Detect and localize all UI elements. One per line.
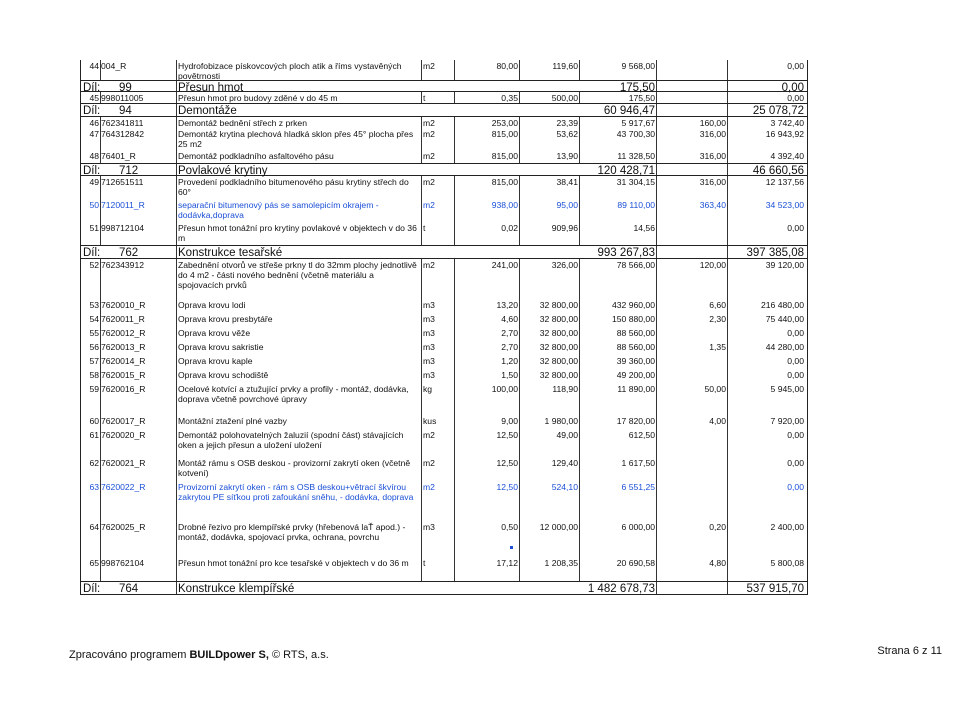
item-extra: 316,00: [699, 177, 726, 187]
item-final-total: 7 920,00: [770, 416, 804, 426]
item-quantity: 2,70: [501, 328, 518, 338]
section-row: [80, 80, 808, 92]
section-final-total: 0,00: [781, 82, 804, 94]
row-number: 56: [89, 342, 99, 352]
item-code: 998011005: [101, 93, 144, 103]
item-final-total: 0,00: [787, 223, 804, 233]
item-code: 7620025_R: [101, 522, 146, 532]
item-final-total: 4 392,40: [770, 151, 804, 161]
row-number: 53: [89, 300, 99, 310]
item-description: Drobné řezivo pro klempířské prvky (hřebenová laŤ apod.) - montáž, dodávka, spojovací prvka, ochrana, povrchu: [178, 522, 406, 543]
section-final-total: 25 078,72: [752, 105, 804, 117]
table-row: [80, 369, 808, 383]
item-unit: t: [423, 223, 426, 233]
item-unit: m2: [423, 430, 435, 440]
item-unit: m2: [423, 61, 435, 71]
item-quantity: 100,00: [491, 384, 518, 394]
section-total: 993 267,83: [597, 247, 655, 259]
item-unit: m2: [423, 118, 435, 128]
table-row: [80, 313, 808, 327]
row-number: 60: [89, 416, 99, 426]
item-final-total: 5 945,00: [770, 384, 804, 394]
section-label: Díl:: [83, 105, 101, 117]
section-row: [80, 245, 808, 259]
item-unit: m3: [423, 522, 435, 532]
table-row: [80, 327, 808, 341]
item-unit: m2: [423, 260, 435, 270]
item-total: 5 917,67: [621, 118, 655, 128]
item-description: Demontáž bednění střech z prken: [178, 118, 307, 128]
section-code: 712: [119, 165, 139, 177]
row-number: 54: [89, 314, 99, 324]
item-description: Demontáž podkladního asfaltového pásu: [178, 151, 334, 161]
item-unit: m3: [423, 300, 435, 310]
budget-table: [80, 60, 808, 595]
item-code: 7620020_R: [101, 430, 146, 440]
row-number: 49: [89, 177, 99, 187]
section-label: Díl:: [83, 247, 101, 259]
item-total: 43 700,30: [616, 129, 655, 139]
row-number: 47: [89, 129, 99, 139]
item-final-total: 3 742,40: [770, 118, 804, 128]
item-unit: m2: [423, 129, 435, 139]
item-total: 31 304,15: [616, 177, 655, 187]
item-quantity: 12,50: [496, 482, 518, 492]
item-final-total: 5 800,08: [770, 558, 804, 568]
item-final-total: 2 400,00: [770, 522, 804, 532]
section-row: [80, 581, 808, 595]
item-total: 11 328,50: [617, 151, 655, 161]
item-unit-price: 326,00: [551, 260, 578, 270]
item-unit-price: 23,39: [556, 118, 578, 128]
item-quantity: 815,00: [491, 177, 518, 187]
item-total: 89 110,00: [617, 200, 655, 210]
item-extra: 0,20: [709, 522, 726, 532]
item-final-total: 216 480,00: [760, 300, 804, 310]
row-number: 55: [89, 328, 99, 338]
item-unit: m3: [423, 370, 435, 380]
item-total: 6 000,00: [621, 522, 655, 532]
item-unit: kg: [423, 384, 433, 394]
footer-program: BUILDpower S,: [189, 649, 269, 661]
item-unit-price: 13,90: [556, 151, 578, 161]
item-unit-price: 119,60: [552, 61, 578, 71]
item-final-total: 0,00: [787, 328, 804, 338]
item-final-total: 34 523,00: [765, 200, 804, 210]
item-unit: m3: [423, 328, 435, 338]
item-unit: t: [423, 93, 426, 103]
item-extra: 363,40: [699, 200, 726, 210]
section-title: Přesun hmot: [178, 82, 244, 94]
item-quantity: 12,50: [496, 458, 518, 468]
section-total: 1 482 678,73: [587, 583, 655, 595]
section-title: Demontáže: [178, 105, 237, 117]
section-row: [80, 103, 808, 117]
item-description: Oprava krovu věže: [178, 328, 251, 338]
item-final-total: 0,00: [787, 61, 804, 71]
item-final-total: 0,00: [787, 430, 804, 440]
item-total: 1 617,50: [621, 458, 655, 468]
item-total: 88 560,00: [616, 328, 655, 338]
item-description: Oprava krovu sakristie: [178, 342, 264, 352]
table-row: [80, 341, 808, 355]
item-unit-price: 38,41: [556, 177, 578, 187]
item-final-total: 16 943,92: [765, 129, 804, 139]
footer-prefix: Zpracováno programem: [69, 649, 190, 661]
item-description: Zabednění otvorů ve střeše prkny tl do 32mm plochy jednotlivě do 4 m2 - části nového bednění (včetně materiálu a spojovacích prvků: [178, 260, 417, 291]
item-final-total: 0,00: [787, 93, 804, 103]
item-description: Přesun hmot tonážní pro kce tesařské v objektech v do 36 m: [178, 558, 409, 568]
item-unit: m2: [423, 151, 435, 161]
item-code: 7620016_R: [101, 384, 146, 394]
item-final-total: 0,00: [787, 356, 804, 366]
item-unit-price: 524,10: [551, 482, 578, 492]
item-description: Ocelové kotvící a ztužující prvky a profily - montáž, dodávka, doprava včetně povrchové úpravy: [178, 384, 409, 405]
item-extra: 160,00: [699, 118, 726, 128]
item-quantity: 253,00: [491, 118, 518, 128]
section-label: Díl:: [83, 82, 101, 94]
item-final-total: 0,00: [787, 482, 804, 492]
item-extra: 4,00: [709, 416, 726, 426]
section-title: Konstrukce klempířské: [178, 583, 295, 595]
row-number: 62: [89, 458, 99, 468]
item-unit: m3: [423, 356, 435, 366]
table-row: [80, 222, 808, 245]
item-quantity: 2,70: [501, 342, 518, 352]
item-unit: m2: [423, 482, 435, 492]
item-unit-price: 129,40: [551, 458, 578, 468]
item-extra: 2,30: [709, 314, 726, 324]
row-number: 52: [89, 260, 99, 270]
item-extra: 4,80: [709, 558, 726, 568]
item-description: Hydrofobizace pískovcových ploch atik a říms vystavěných povětrnosti: [178, 61, 402, 82]
item-description: Demontáž krytina plechová hladká sklon přes 45° plocha přes 25 m2: [178, 129, 414, 150]
item-unit: m2: [423, 458, 435, 468]
item-description: Demontáž polohovatelných žaluzií (spodní část) stávajících oken a jejich přesun a uložení uložení: [178, 430, 404, 451]
table-row: [80, 457, 808, 481]
item-quantity: 1,20: [501, 356, 518, 366]
item-quantity: 1,50: [501, 370, 518, 380]
item-total: 78 566,00: [616, 260, 655, 270]
item-unit: m2: [423, 177, 435, 187]
row-number: 63: [89, 482, 99, 492]
item-total: 150 880,00: [611, 314, 655, 324]
row-number: 50: [89, 200, 99, 210]
item-unit-price: 1 208,35: [544, 558, 578, 568]
item-quantity: 13,20: [496, 300, 518, 310]
row-number: 51: [89, 223, 99, 233]
item-description: Oprava krovu kaple: [178, 356, 253, 366]
item-final-total: 75 440,00: [765, 314, 804, 324]
table-row: [80, 415, 808, 429]
item-description: separační bitumenový pás se samolepicím okrajem - dodávka,doprava: [178, 200, 379, 221]
item-total: 9 568,00: [621, 61, 655, 71]
item-quantity: 0,50: [501, 522, 518, 532]
item-final-total: 44 280,00: [765, 342, 804, 352]
item-description: Provizorní zakrytí oken - rám s OSB deskou+větrací škvírou zakrytou PE síťkou proti zafoukání sněhu, - dodávka, doprava: [178, 482, 414, 503]
item-code: 7620021_R: [101, 458, 146, 468]
item-code: 762341811: [101, 118, 144, 128]
item-unit-price: 32 800,00: [539, 356, 578, 366]
table-row: [80, 259, 808, 299]
row-number: 45: [89, 93, 99, 103]
item-quantity: 0,02: [501, 223, 518, 233]
section-code: 99: [119, 82, 132, 94]
item-final-total: 39 120,00: [765, 260, 804, 270]
item-unit: kus: [423, 416, 437, 426]
item-quantity: 938,00: [491, 200, 518, 210]
item-code: 998762104: [101, 558, 145, 568]
table-row: [80, 128, 808, 150]
item-code: 7620012_R: [101, 328, 146, 338]
item-quantity: 815,00: [491, 151, 518, 161]
item-code: 004_R: [101, 61, 127, 71]
item-unit-price: 1 980,00: [544, 416, 578, 426]
item-total: 20 690,58: [616, 558, 655, 568]
item-unit-price: 32 800,00: [539, 300, 578, 310]
item-unit-price: 118,90: [552, 384, 578, 394]
row-number: 44: [89, 61, 99, 71]
item-quantity: 80,00: [496, 61, 518, 71]
item-code: 712651511: [101, 177, 144, 187]
item-description: Provedení podkladního bitumenového pásu krytiny střech do 60°: [178, 177, 409, 198]
item-total: 11 890,00: [617, 384, 655, 394]
table-row: [80, 150, 808, 163]
section-final-total: 397 385,08: [746, 247, 804, 259]
item-total: 612,50: [628, 430, 655, 440]
section-total: 120 428,71: [597, 165, 655, 177]
marker-dot: [510, 546, 513, 549]
item-extra: 50,00: [704, 384, 726, 394]
item-total: 432 960,00: [611, 300, 655, 310]
item-unit-price: 95,00: [556, 200, 578, 210]
item-quantity: 4,60: [501, 314, 518, 324]
table-row: [80, 60, 808, 80]
item-description: Oprava krovu presbytáře: [178, 314, 273, 324]
footer-suffix: © RTS, a.s.: [268, 649, 329, 661]
item-code: 7620014_R: [101, 356, 146, 366]
item-code: 764312842: [101, 129, 145, 139]
item-description: Přesun hmot pro budovy zděné v do 45 m: [178, 93, 338, 103]
item-code: 7620011_R: [101, 314, 145, 324]
item-unit-price: 500,00: [551, 93, 578, 103]
item-unit-price: 32 800,00: [539, 328, 578, 338]
row-number: 58: [89, 370, 99, 380]
table-row: [80, 355, 808, 369]
table-row: [80, 299, 808, 313]
footer-credit: [69, 649, 329, 661]
item-unit-price: 32 800,00: [539, 370, 578, 380]
row-number: 59: [89, 384, 99, 394]
item-extra: 6,60: [709, 300, 726, 310]
table-row: [80, 92, 808, 103]
item-unit-price: 32 800,00: [539, 314, 578, 324]
item-code: 7620010_R: [101, 300, 146, 310]
item-unit: m3: [423, 314, 435, 324]
row-number: 57: [89, 356, 99, 366]
item-quantity: 12,50: [496, 430, 518, 440]
item-quantity: 241,00: [491, 260, 518, 270]
section-label: Díl:: [83, 165, 101, 177]
item-quantity: 17,12: [496, 558, 518, 568]
item-quantity: 9,00: [501, 416, 518, 426]
item-unit: m3: [423, 342, 435, 352]
item-code: 7620013_R: [101, 342, 146, 352]
item-total: 39 360,00: [616, 356, 655, 366]
item-total: 175,50: [628, 93, 655, 103]
item-total: 17 820,00: [616, 416, 655, 426]
item-quantity: 815,00: [491, 129, 518, 139]
table-row: [80, 176, 808, 199]
item-unit-price: 49,00: [556, 430, 578, 440]
item-description: Přesun hmot tonážní pro krytiny povlakové v objektech v do 36 m: [178, 223, 417, 244]
section-code: 94: [119, 105, 132, 117]
item-code: 7620015_R: [101, 370, 146, 380]
item-code: 7620017_R: [101, 416, 146, 426]
section-label: Díl:: [83, 583, 101, 595]
item-description: Oprava krovu lodi: [178, 300, 246, 310]
table-row: [80, 481, 808, 521]
item-unit-price: 32 800,00: [539, 342, 578, 352]
item-description: Montážní ztažení plné vazby: [178, 416, 287, 426]
item-code: 998712104: [101, 223, 145, 233]
section-code: 764: [119, 583, 139, 595]
row-number: 65: [89, 558, 99, 568]
item-final-total: 0,00: [787, 370, 804, 380]
section-row: [80, 163, 808, 176]
item-unit-price: 909,96: [551, 223, 578, 233]
section-total: 60 946,47: [603, 105, 655, 117]
table-row: [80, 521, 808, 557]
item-extra: 1,35: [709, 342, 726, 352]
item-final-total: 0,00: [787, 458, 804, 468]
section-code: 762: [119, 247, 139, 259]
table-row: [80, 117, 808, 128]
item-unit-price: 53,62: [556, 129, 578, 139]
item-code: 7620022_R: [101, 482, 146, 492]
item-code: 762343912: [101, 260, 145, 270]
item-total: 14,56: [633, 223, 655, 233]
row-number: 48: [89, 151, 99, 161]
table-row: [80, 383, 808, 415]
item-description: Montáž rámu s OSB deskou - provizorní zakrytí oken (včetně kotvení): [178, 458, 411, 479]
section-total: 175,50: [619, 82, 655, 94]
item-final-total: 12 137,56: [765, 177, 804, 187]
item-code: 76401_R: [101, 151, 136, 161]
item-total: 88 560,00: [616, 342, 655, 352]
table-row: [80, 429, 808, 457]
item-extra: 316,00: [699, 151, 726, 161]
item-unit-price: 12 000,00: [539, 522, 578, 532]
row-number: 61: [89, 430, 99, 440]
item-total: 6 551,25: [621, 482, 655, 492]
table-row: [80, 199, 808, 222]
row-number: 64: [89, 522, 99, 532]
section-title: Povlakové krytiny: [178, 165, 268, 177]
row-number: 46: [89, 118, 99, 128]
item-extra: 316,00: [699, 129, 726, 139]
item-quantity: 0,35: [501, 93, 518, 103]
item-description: Oprava krovu schodiště: [178, 370, 269, 380]
table-row: [80, 557, 808, 581]
page-number: Strana 6 z 11: [877, 645, 942, 657]
item-unit: m2: [423, 200, 435, 210]
item-unit: t: [423, 558, 426, 568]
section-final-total: 537 915,70: [746, 583, 804, 595]
section-final-total: 46 660,56: [752, 165, 804, 177]
item-total: 49 200,00: [616, 370, 655, 380]
section-title: Konstrukce tesařské: [178, 247, 283, 259]
item-extra: 120,00: [699, 260, 726, 270]
item-code: 7120011_R: [101, 200, 145, 210]
